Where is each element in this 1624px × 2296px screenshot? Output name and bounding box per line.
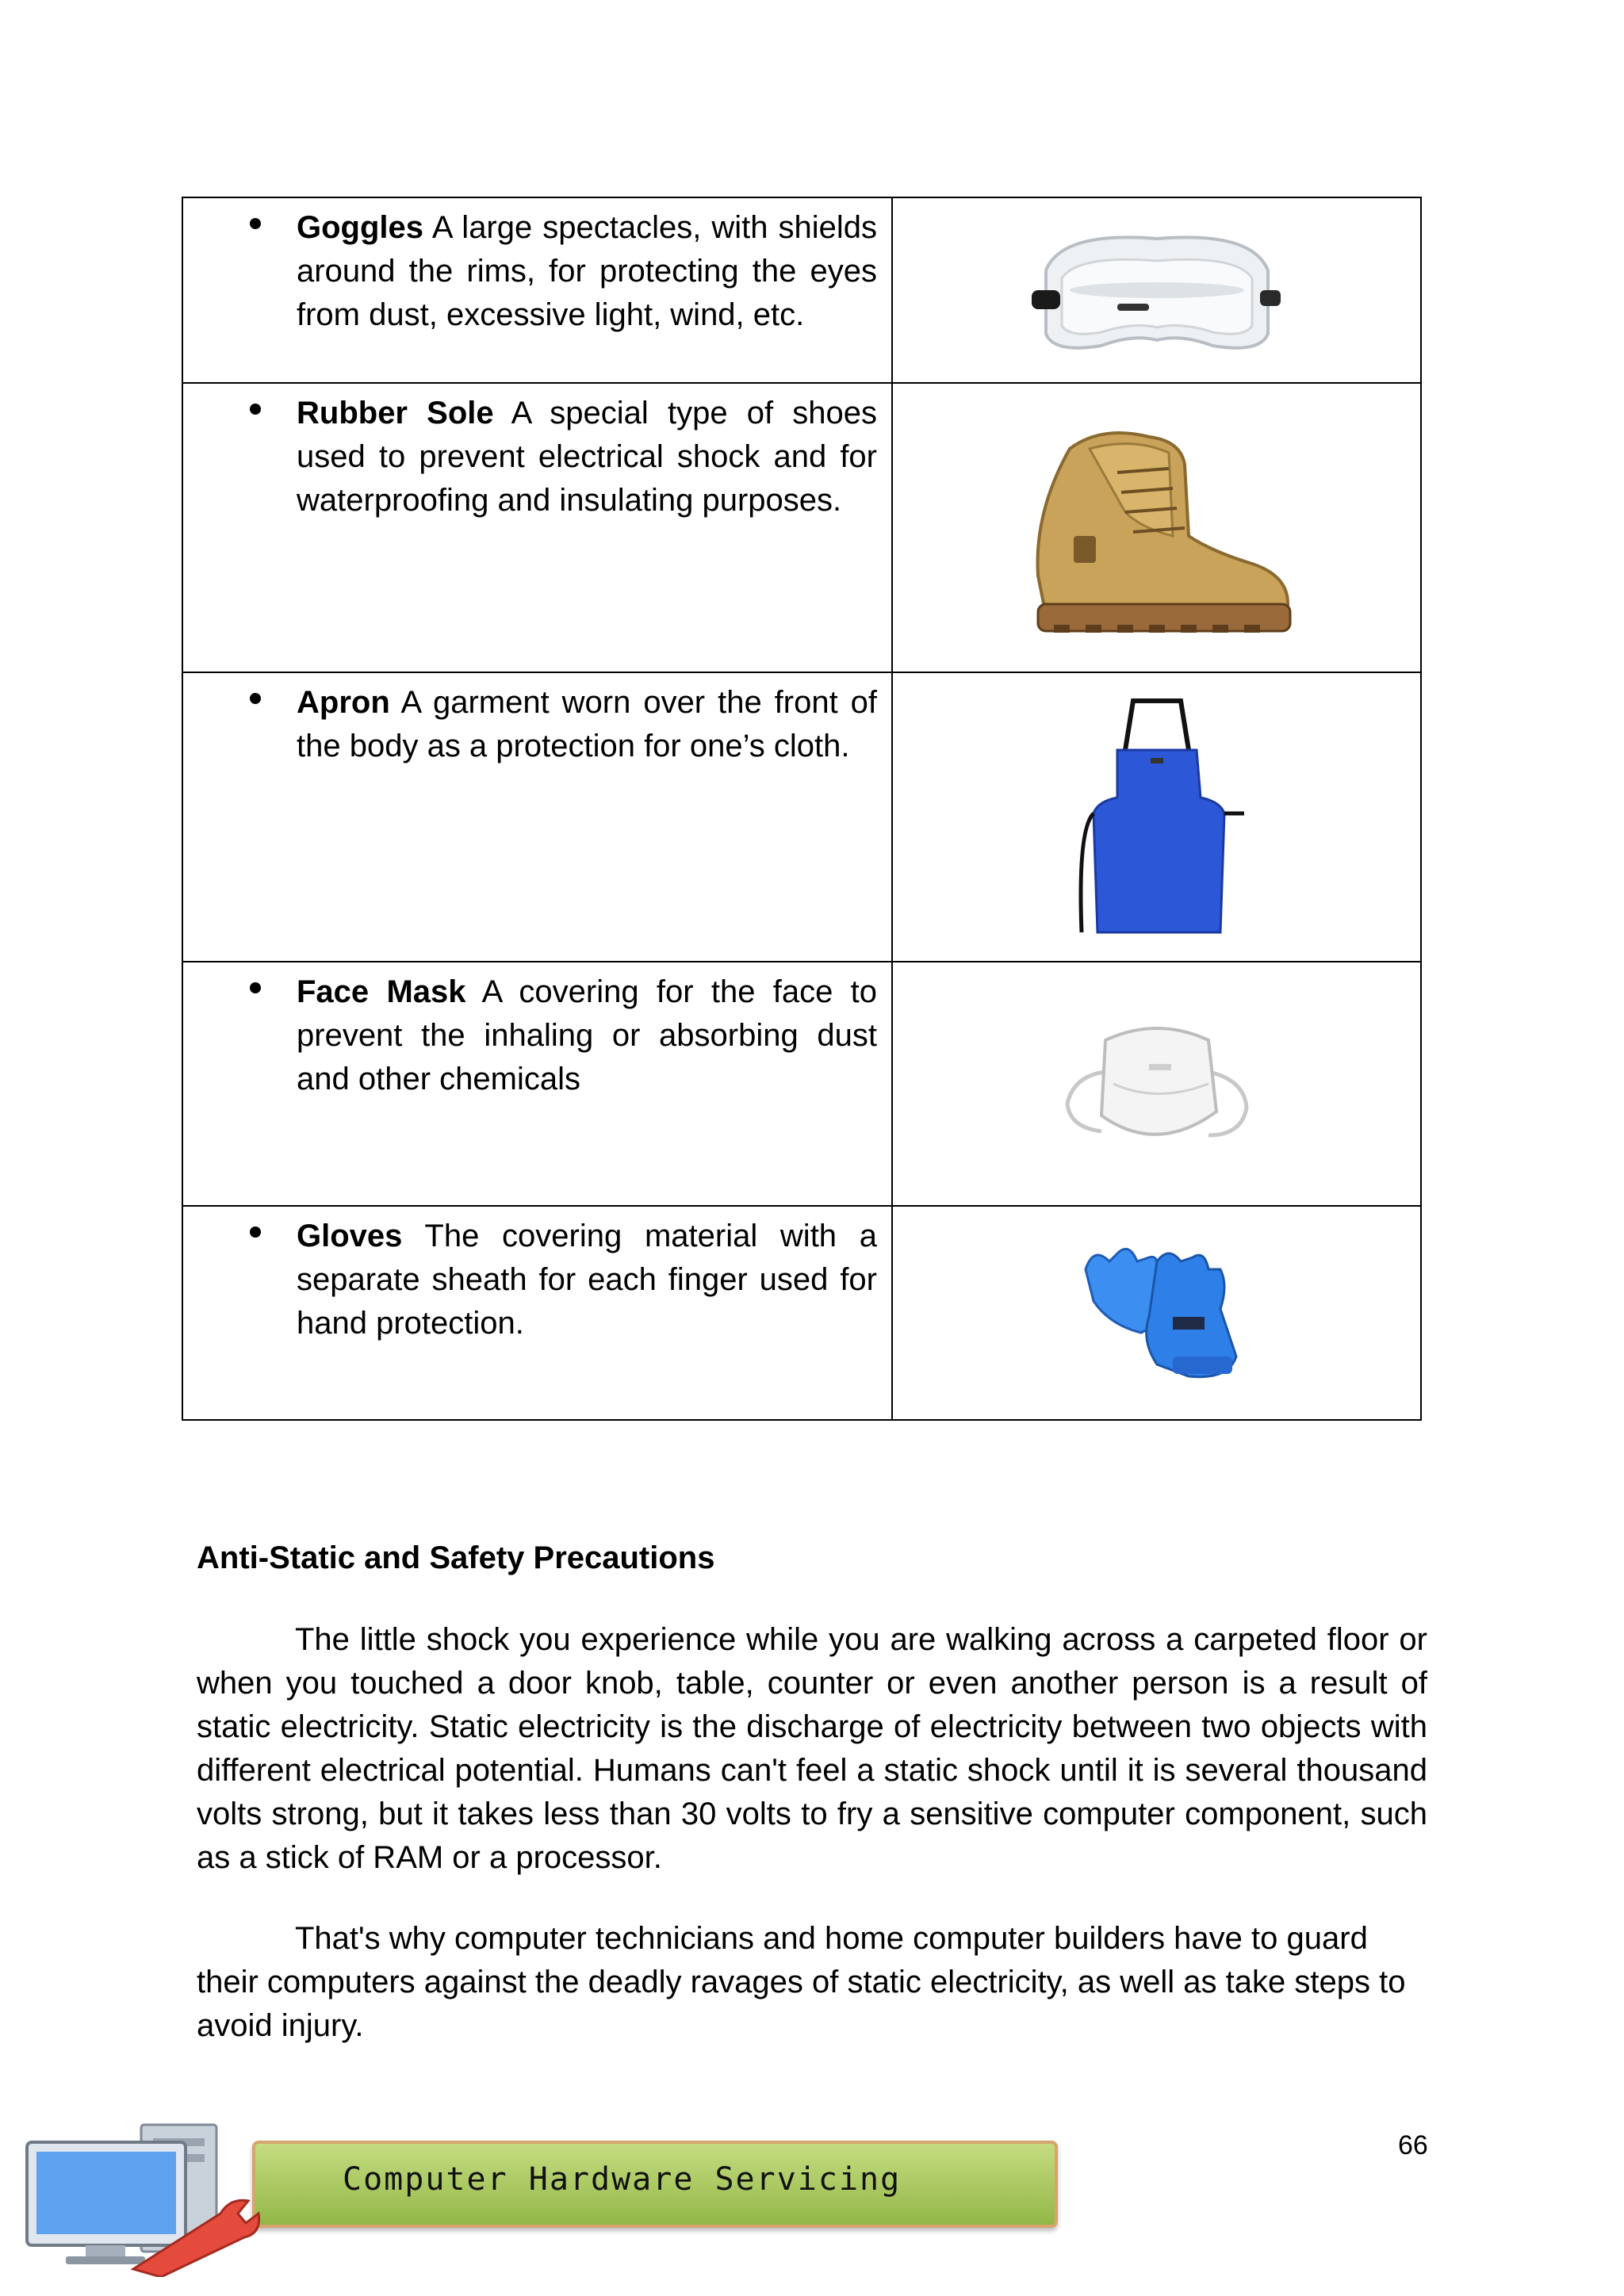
item-name: Face Mask (297, 974, 466, 1009)
item-description: A garment worn over the front of the body as a protection for one’s cloth. (297, 685, 878, 763)
footer-banner (252, 2141, 1058, 2228)
computer-wrench-icon (22, 2118, 355, 2277)
ppe-description-cell (182, 383, 892, 672)
ppe-image-cell (892, 962, 1421, 1206)
body-paragraph: That's why computer technicians and home computer builders have to guard their computers against the deadly ravages of static electricity, as well as take steps to avoid injury. (197, 1921, 1406, 2043)
ppe-description-cell (182, 1206, 892, 1420)
boot-image (1014, 417, 1300, 639)
list-item (183, 962, 891, 1101)
list-item (183, 198, 891, 337)
footer-title: Computer Hardware Servicing (343, 2161, 902, 2198)
table-row (182, 1206, 1421, 1420)
gloves-image (1062, 1238, 1252, 1388)
table-row (182, 962, 1421, 1206)
item-description: The covering material with a separate sheath for each finger used for hand protection. (297, 1219, 878, 1341)
bullet-icon (250, 693, 261, 704)
ppe-description-cell (182, 962, 892, 1206)
item-description: A covering for the face to prevent the inhaling or absorbing dust and other chemicals (297, 974, 878, 1096)
ppe-image-cell (892, 1206, 1421, 1420)
item-name: Goggles (297, 210, 424, 245)
ppe-description-cell (182, 672, 892, 962)
ppe-description-cell (182, 197, 892, 383)
ppe-image-cell (892, 197, 1421, 383)
item-name: Apron (297, 685, 390, 720)
list-item (183, 673, 891, 768)
item-description: A large spectacles, with shields around the rims, for protecting the eyes from dust, excessive light, wind, etc. (297, 210, 877, 332)
item-description: A special type of shoes used to prevent electrical shock and for waterproofing and insulating purposes. (297, 396, 878, 518)
face-mask-image (1058, 1008, 1256, 1159)
table-row (182, 383, 1421, 672)
ppe-image-cell (892, 672, 1421, 962)
body-paragraph: The little shock you experience while you are walking across a carpeted floor or when you touched a door knob, table, counter or even another person is a result of static electricity. Static electricity is the discharge of electricity between two objects with different electrical potential. Humans can't feel a static shock until it is several thousand volts strong, but it takes less than 30 volts to fry a sensitive computer component, such as a stick of RAM or a processor. (197, 1622, 1427, 1875)
item-name: Gloves (297, 1219, 403, 1253)
bullet-icon (250, 218, 261, 229)
list-item (183, 384, 891, 522)
goggles-image (1030, 215, 1284, 365)
list-item (183, 1207, 891, 1345)
table-row (182, 197, 1421, 383)
bullet-icon (250, 404, 261, 415)
apron-image (1062, 695, 1252, 940)
bullet-icon (250, 1226, 261, 1238)
section-title: Anti-Static and Safety Precautions (197, 1540, 715, 1575)
ppe-table (182, 197, 1422, 1421)
bullet-icon (250, 982, 261, 993)
table-row (182, 672, 1421, 962)
page-number: 66 (1398, 2130, 1428, 2160)
item-name: Rubber Sole (297, 396, 494, 430)
ppe-image-cell (892, 383, 1421, 672)
